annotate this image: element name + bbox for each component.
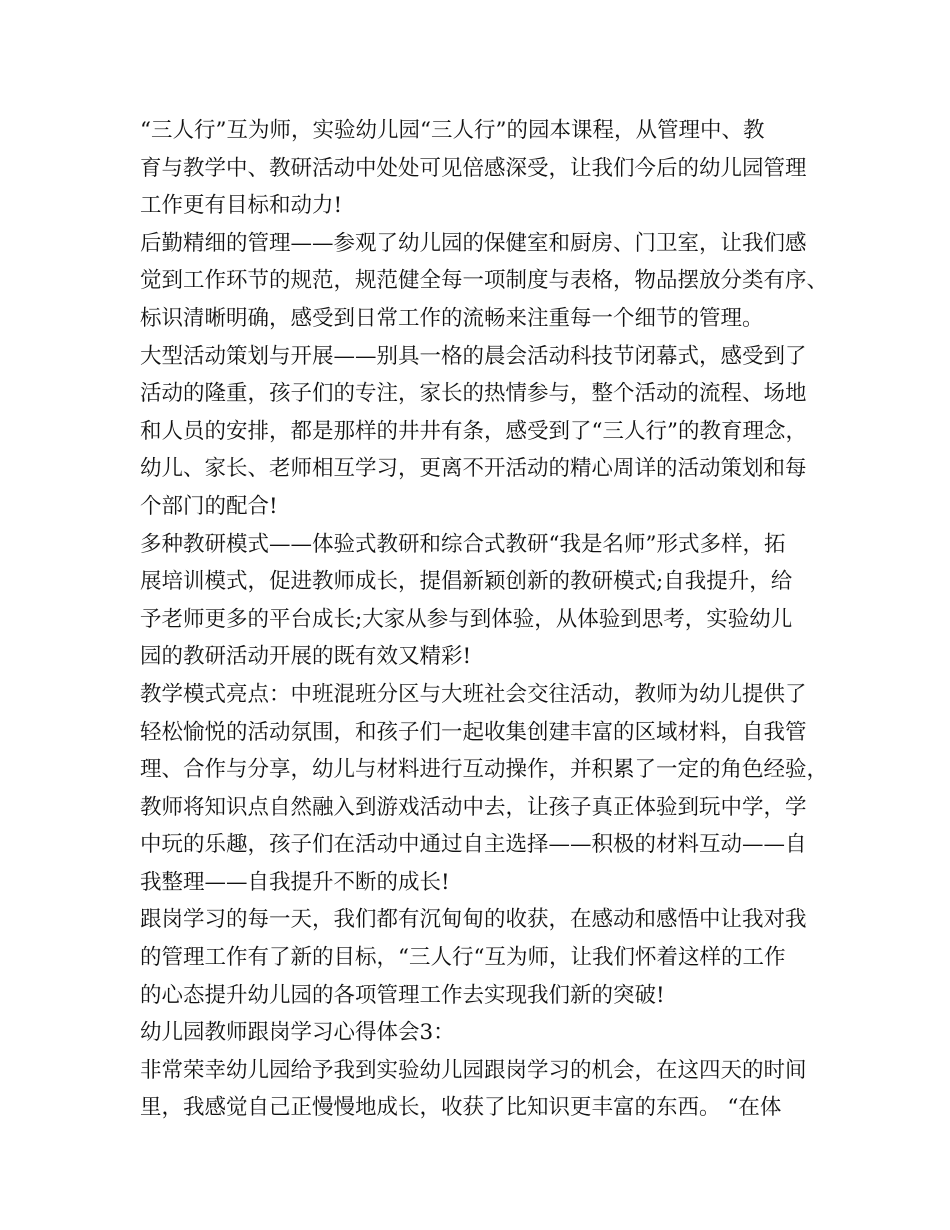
text-line: 轻松愉悦的活动氛围，和孩子们一起收集创建丰富的区域材料，自我管	[140, 719, 807, 745]
text-line: 展培训模式，促进教师成长，提倡新颖创新的教研模式;自我提升，给	[140, 569, 793, 595]
text-line: 活动的隆重，孩子们的专注，家长的热情参与，整个活动的流程、场地	[140, 381, 807, 407]
text-line: “三人行”互为师，实验幼儿园“三人行”的园本课程，从管理中、教	[140, 118, 765, 143]
text-line: 予老师更多的平台成长;大家从参与到体验，从体验到思考，实验幼儿	[140, 606, 793, 632]
text-line: 理、合作与分享，幼儿与材料进行互动操作，并积累了一定的角色经验，	[140, 757, 829, 783]
text-line: 教师将知识点自然融入到游戏活动中去，让孩子真正体验到玩中学，学	[140, 794, 807, 820]
text-line: 觉到工作环节的规范，规范健全每一项制度与表格，物品摆放分类有序、	[140, 268, 829, 294]
document-body-text	[140, 112, 830, 1127]
text-line: 工作更有目标和动力!	[140, 193, 343, 219]
text-line: 的管理工作有了新的目标，“三人行“互为师，让我们怀着这样的工作	[140, 945, 786, 971]
text-line: 育与教学中、教研活动中处处可见倍感深受，让我们今后的幼儿园管理	[140, 155, 807, 181]
text-line: 非常荣幸幼儿园给予我到实验幼儿园跟岗学习的机会，在这四天的时间	[140, 1057, 807, 1083]
text-line: 中玩的乐趣，孩子们在活动中通过自主选择——积极的材料互动——自	[140, 832, 807, 858]
text-line: 和人员的安排，都是那样的井井有条，感受到了“三人行”的教育理念，	[140, 418, 807, 444]
text-line: 标识清晰明确，感受到日常工作的流畅来注重每一个细节的管理。	[140, 305, 764, 331]
text-line: 跟岗学习的每一天，我们都有沉甸甸的收获，在感动和感悟中让我对我	[140, 907, 807, 933]
text-line: 大型活动策划与开展——别具一格的晨会活动科技节闭幕式，感受到了	[140, 343, 807, 369]
text-line: 我整理——自我提升不断的成长!	[140, 869, 450, 895]
text-line: 多种教研模式——体验式教研和综合式教研“我是名师”形式多样，拓	[140, 531, 786, 557]
text-line: 园的教研活动开展的既有效又精彩!	[140, 644, 472, 670]
text-line: 后勤精细的管理——参观了幼儿园的保健室和厨房、门卫室，让我们感	[140, 230, 807, 256]
text-line: 幼儿、家长、老师相互学习，更离不开活动的精心周详的活动策划和每	[140, 456, 807, 482]
text-line: 幼儿园教师跟岗学习心得体会3：	[140, 1020, 455, 1046]
text-line: 个部门的配合!	[140, 493, 278, 519]
text-line: 里，我感觉自己正慢慢地成长，收获了比知识更丰富的东西。 “在体	[140, 1095, 782, 1121]
text-line: 的心态提升幼儿园的各项管理工作去实现我们新的突破!	[140, 982, 665, 1008]
text-line: 教学模式亮点：中班混班分区与大班社会交往活动，教师为幼儿提供了	[140, 681, 807, 707]
